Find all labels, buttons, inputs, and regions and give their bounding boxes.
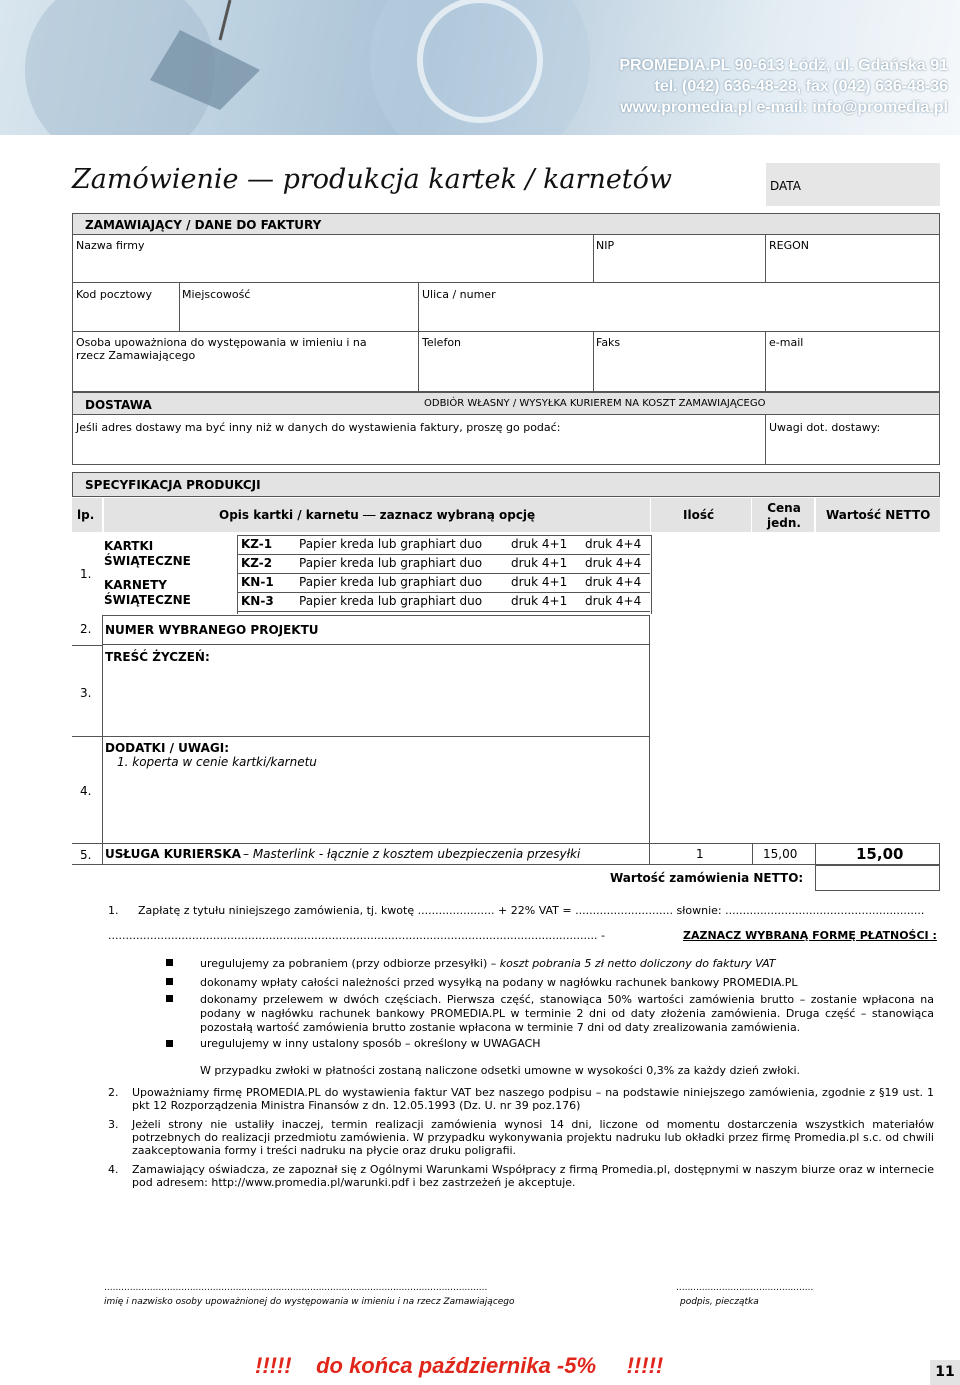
page-number: 11 xyxy=(930,1360,960,1385)
client-row-2 xyxy=(72,282,940,332)
col-lp-header xyxy=(72,498,102,532)
courier-qty: 1 xyxy=(696,847,704,861)
item-row[interactable] xyxy=(237,573,650,593)
item-opt2[interactable]: druk 4+4 xyxy=(585,575,642,589)
delivery-remarks-label: Uwagi dot. dostawy: xyxy=(769,421,881,434)
spec-section-title: SPECYFIKACJA PRODUKCJI xyxy=(85,478,261,492)
courier-description: – Masterlink - łącznie z kosztem ubezpieczenia przesyłki xyxy=(243,847,581,861)
col-price-label: Cena jedn. xyxy=(767,501,801,530)
company-address: PROMEDIA.PL 90-613 Łódź, ul. Gdańska 91 xyxy=(619,57,948,74)
extras-item: 1. koperta w cenie kartki/karnetu xyxy=(117,755,317,769)
row4-number: 4. xyxy=(80,784,92,798)
item-paper: Papier kreda lub graphiart duo xyxy=(299,556,483,570)
date-label: DATA xyxy=(770,179,801,193)
courier-desc xyxy=(102,843,650,865)
total-label: Wartość zamówienia NETTO: xyxy=(610,871,804,885)
courier-label: USŁUGA KURIERSKA xyxy=(105,847,241,861)
payment-option-prepay: dokonamy wpłaty całości należności przed wysyłką na podany w nagłówku rachunek bankowy PROMEDIA.PL xyxy=(200,976,798,989)
client-row-3 xyxy=(72,331,940,392)
signature-dots-2[interactable]: ................................................ xyxy=(676,1283,814,1293)
signature-label-1: imię i nazwisko osoby upoważnionej do występowania w imieniu i na rzecz Zamawiającego xyxy=(104,1297,515,1307)
row5-number: 5. xyxy=(80,848,92,862)
item-code: KZ-1 xyxy=(241,537,273,551)
payment-option-cod-text: uregulujemy za pobraniem (przy odbiorze przesyłki) – xyxy=(200,957,497,970)
page-title: Zamówienie — produkcja kartek / karnetów xyxy=(72,164,673,195)
payment-option-cod-note: koszt pobrania 5 zł netto doliczony do faktury VAT xyxy=(499,957,776,970)
item-paper: Papier kreda lub graphiart duo xyxy=(299,594,483,608)
col-desc-hint: zaznacz wybraną opcję xyxy=(379,508,536,522)
delivery-title: DOSTAWA xyxy=(85,398,152,412)
delivery-address-row xyxy=(72,414,940,465)
payment-option-other-checkbox[interactable] xyxy=(166,1040,173,1047)
item-opt1[interactable]: druk 4+1 xyxy=(511,575,568,589)
payment-option-cod-checkbox[interactable] xyxy=(166,959,173,966)
item-code: KN-1 xyxy=(241,575,274,589)
client-section-header xyxy=(72,213,940,235)
signature-dots-1[interactable]: ...................................................................................................................................... xyxy=(104,1283,488,1293)
item-paper: Papier kreda lub graphiart duo xyxy=(299,575,483,589)
authorized-person-label: Osoba upoważniona do występowania w imieniu i na rzecz Zamawiającego xyxy=(76,336,367,362)
payment-option-cod xyxy=(200,957,776,970)
item-row[interactable] xyxy=(237,554,650,574)
promo-banner: !!!!! do końca października -5% !!!!! xyxy=(255,1353,664,1378)
signature-label-2: podpis, pieczątka xyxy=(680,1297,759,1307)
col-lp-label: lp. xyxy=(77,508,95,522)
client-section-title: ZAMAWIAJĄCY / DANE DO FAKTURY xyxy=(85,218,322,232)
col-value-header xyxy=(816,498,940,532)
delivery-header xyxy=(72,392,940,415)
fax-label: Faks xyxy=(596,336,621,349)
col-value-label: Wartość NETTO xyxy=(826,508,931,522)
courier-value: 15,00 xyxy=(856,845,904,863)
payment-option-split-checkbox[interactable] xyxy=(166,995,173,1002)
item-opt2[interactable]: druk 4+4 xyxy=(585,537,642,551)
col-qty-header xyxy=(651,498,751,532)
item-paper: Papier kreda lub graphiart duo xyxy=(299,537,483,551)
item-opt2[interactable]: druk 4+4 xyxy=(585,556,642,570)
nip-label: NIP xyxy=(596,239,615,252)
courier-price-cell xyxy=(752,843,815,865)
courier-value-cell xyxy=(815,843,940,865)
street-label: Ulica / numer xyxy=(422,288,496,301)
col-price-header xyxy=(752,498,814,532)
term2-text: Upoważniamy firmę PROMEDIA.PL do wystawienia faktur VAT bez naszego podpisu – na podstawie niniejszego zamówienia, zgodnie z §19 ust. 1 pkt 12 Rozporządzenia Ministra Finansów z dn. 12.05.1993 (Dz. U. nr 39 poz.176) xyxy=(132,1086,934,1112)
term2-number: 2. xyxy=(108,1086,119,1099)
date-field[interactable] xyxy=(766,163,940,206)
term4-number: 4. xyxy=(108,1163,119,1176)
phone-label: Telefon xyxy=(422,336,462,349)
extras-field[interactable] xyxy=(102,736,650,843)
row3-number: 3. xyxy=(80,686,92,700)
courier-price: 15,00 xyxy=(763,847,798,861)
col-qty-label: Ilość xyxy=(683,508,715,522)
col-desc-header xyxy=(104,498,650,532)
item-code: KZ-2 xyxy=(241,556,273,570)
delivery-address-note: Jeśli adres dostawy ma być inny niż w danych do wystawienia faktury, proszę go podać: xyxy=(76,421,561,434)
item-code: KN-3 xyxy=(241,594,274,608)
postal-code-label: Kod pocztowy xyxy=(76,288,152,301)
category-booklets: KARNETY ŚWIĄTECZNE xyxy=(104,578,191,607)
payment-option-prepay-checkbox[interactable] xyxy=(166,978,173,985)
item-opt2[interactable]: druk 4+4 xyxy=(585,594,642,608)
category-cards: KARTKI ŚWIĄTECZNE xyxy=(104,539,191,568)
item-row[interactable] xyxy=(237,592,650,612)
item-opt1[interactable]: druk 4+1 xyxy=(511,537,568,551)
company-header xyxy=(619,55,948,118)
row2-number: 2. xyxy=(80,622,92,636)
term4-text: Zamawiający oświadcza, ze zapoznał się z Ogólnymi Warunkami Współpracy z firmą Promedia.pl, dostępnymi w naszym biurze oraz w internecie pod adresem: http://www.promedia.pl/warunki.pdf i bez zastrzeżeń je akceptuje. xyxy=(132,1163,934,1189)
row1-number: 1. xyxy=(80,567,92,581)
col-desc-label xyxy=(219,508,535,522)
company-name-label: Nazwa firmy xyxy=(76,239,145,252)
company-phone: tel. (042) 636-48-28, fax (042) 636-48-36 xyxy=(654,78,948,95)
term1-continuation: ............................................................................................................................................ - xyxy=(108,929,605,942)
item-opt1[interactable]: druk 4+1 xyxy=(511,594,568,608)
item-opt1[interactable]: druk 4+1 xyxy=(511,556,568,570)
payment-option-other: uregulujemy w inny ustalony sposób – określony w UWAGACH xyxy=(200,1037,541,1050)
greetings-label: TREŚĆ ŻYCZEŃ: xyxy=(105,650,210,664)
late-payment-note: W przypadku zwłoki w płatności zostaną naliczone odsetki umowne w wysokości 0,3% za każdy dzień zwłoki. xyxy=(200,1064,801,1077)
regon-label: REGON xyxy=(769,239,810,252)
client-row-1 xyxy=(72,234,940,283)
company-web: www.promedia.pl e-mail: info@promedia.pl xyxy=(620,99,948,116)
project-number-label: NUMER WYBRANEGO PROJEKTU xyxy=(105,623,319,637)
courier-qty-cell xyxy=(651,843,751,865)
spec-section-header xyxy=(72,472,940,497)
term1-number: 1. xyxy=(108,904,119,917)
extras-label: DODATKI / UWAGI: xyxy=(105,741,230,755)
project-number-field[interactable] xyxy=(102,615,650,645)
greetings-field[interactable] xyxy=(102,645,650,737)
payment-option-split: dokonamy przelewem w dwóch częściach. Pierwsza część, stanowiąca 50% wartości zamówienia brutto – zostanie wpłacona na podany w nagłówku rachunek bankowy PROMEDIA.PL w terminie 2 dni od daty złożenia zamówienia. Druga część – stanowiąca pozostałą wartość zamówienia brutto zostanie wpłacona w terminie 7 dni od daty zrealizowania zamówienia. xyxy=(200,993,934,1034)
col-desc-title: Opis kartki / karnetu xyxy=(219,508,359,522)
payment-choose-label: ZAZNACZ WYBRANĄ FORMĘ PŁATNOŚCI : xyxy=(683,929,937,942)
item-row[interactable] xyxy=(237,535,650,555)
term3-text: Jeżeli strony nie ustaliły inaczej, termin realizacji zamówienia wynosi 14 dni, liczone od momentu dostarczenia wszystkich materiałów potrzebnych do realizacji przedmiotu zamówienia. W przypadku wykonywania projektu nadruku lub okładki przez firmę Promedia.pl s.c. od chwili zaakceptowania formy i treści nadruku na płycie oraz druku poligrafii. xyxy=(132,1118,934,1157)
term1-text: Zapłatę z tytułu niniejszego zamówienia, tj. kwotę ...................... + 22% VAT = ............................ słownie: ......................................................... xyxy=(138,904,925,917)
total-value-field[interactable] xyxy=(815,865,940,891)
email-label: e-mail xyxy=(769,336,804,349)
term3-number: 3. xyxy=(108,1118,119,1131)
row3-cell xyxy=(72,645,102,737)
city-label: Miejscowość xyxy=(182,288,251,301)
delivery-options[interactable]: ODBIÓR WŁASNY / WYSYŁKA KURIEREM NA KOSZT ZAMAWIAJĄCEGO xyxy=(424,398,766,409)
